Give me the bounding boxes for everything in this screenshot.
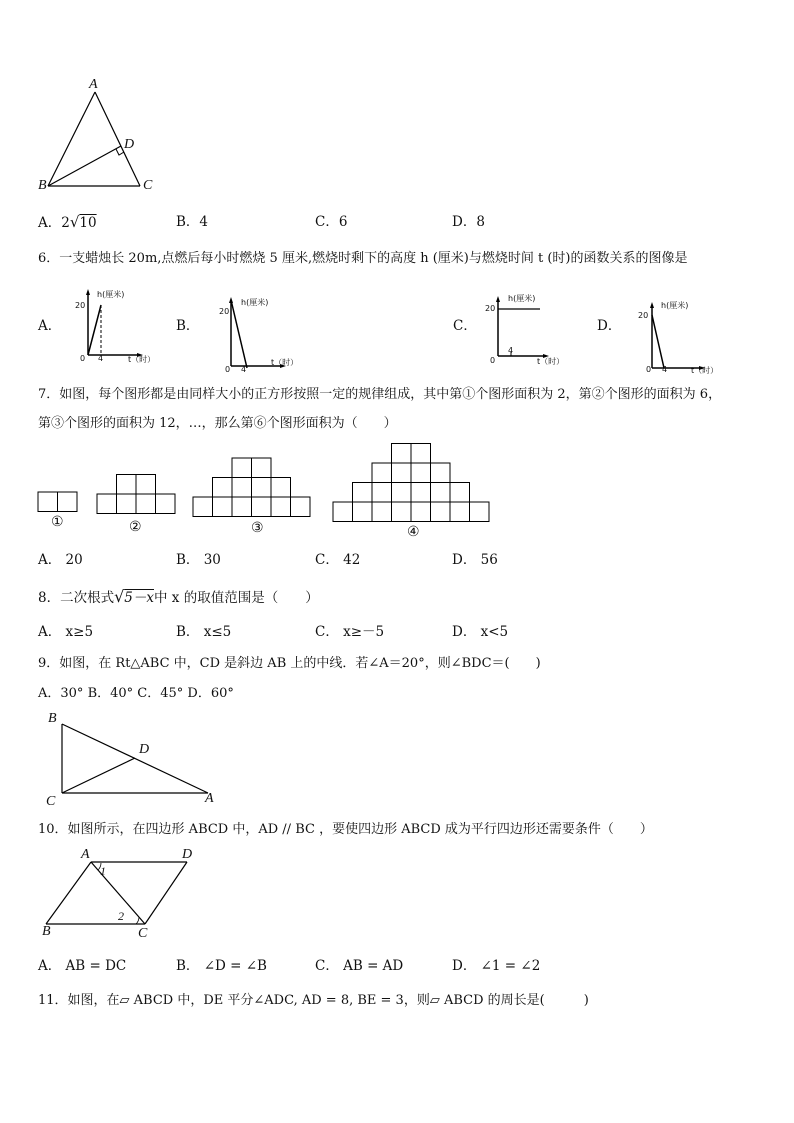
graph-c-y-value: 20 [485, 304, 496, 313]
q8-radicand: 5－x [124, 590, 154, 606]
vertex-b-label: B [48, 711, 57, 726]
q11-stem: 11．如图，在▱ ABCD 中，DE 平分∠ADC, AD = 8, BE = 3，则▱ ABCD 的周长是( ) [38, 993, 589, 1008]
q10-option-a[interactable]: A． AB = DC [38, 958, 127, 974]
graph-a-y-value: 20 [75, 301, 86, 310]
q8-option-b[interactable]: B． x≤5 [176, 624, 232, 640]
graph-b-origin: 0 [225, 365, 231, 374]
q6-option-d-label[interactable]: D． [597, 318, 622, 334]
q6-option-a-label[interactable]: A． [38, 318, 62, 334]
graph-b-y-value: 20 [219, 307, 230, 316]
graph-c-origin: 0 [490, 356, 496, 365]
q9-stem: 9．如图，在 Rt△ABC 中，CD 是斜边 AB 上的中线．若∠A＝20°，则∠BDC＝( ) [38, 656, 541, 671]
q5-option-b[interactable]: B．4 [176, 214, 209, 230]
vertex-d-label: D [139, 742, 150, 757]
pattern-4-caption: ④ [407, 524, 420, 540]
q5-sqrt-arg: 10 [79, 215, 97, 231]
q7-option-b[interactable]: B． 30 [176, 552, 221, 568]
vertex-a-label: A [89, 77, 98, 92]
graph-c-x-label: t（时） [537, 357, 565, 366]
q10-stem: 10．如图所示，在四边形 ABCD 中，AD // BC ，要使四边形 ABCD 成为平行四边形还需要条件（ ） [38, 822, 653, 837]
graph-b-x-label: t（时） [271, 358, 299, 367]
vertex-d-label: D [124, 137, 135, 152]
vertex-c-label: C [143, 178, 153, 193]
vertex-a-label: A [205, 791, 214, 806]
q7-stem-line1: 7．如图，每个图形都是由同样大小的正方形按照一定的规律组成，其中第①个图形面积为 2，第②个图形的面积为 6， [38, 387, 722, 402]
q5-option-a-label: A．2 [38, 215, 70, 231]
graph-a-origin: 0 [80, 354, 86, 363]
q7-option-d[interactable]: D． 56 [452, 552, 498, 568]
graph-c-x-value: 4 [508, 346, 514, 355]
graph-d-y-label: h(厘米) [661, 301, 689, 310]
pattern-2-caption: ② [129, 519, 142, 535]
q8-stem-post: 中 x 的取值范围是（ ） [154, 590, 319, 606]
graph-a-y-label: h(厘米) [97, 290, 125, 299]
q7-option-c[interactable]: C． 42 [315, 552, 361, 568]
sqrt-symbol: √ [114, 587, 125, 606]
q8-option-a[interactable]: A． x≥5 [38, 624, 94, 640]
q6-stem: 6．一支蜡烛长 20m,点燃后每小时燃烧 5 厘米,燃烧时剩下的高度 h (厘米)与燃烧时间 t (时)的函数关系的图像是 [38, 251, 688, 266]
vertex-b-label: B [38, 178, 47, 193]
q5-option-c[interactable]: C．6 [315, 214, 348, 230]
vertex-b-label: B [42, 924, 51, 939]
graph-b-y-label: h(厘米) [241, 298, 269, 307]
q10-option-c[interactable]: C． AB = AD [315, 958, 404, 974]
pattern-3-caption: ③ [251, 520, 264, 536]
vertex-d-label: D [182, 847, 193, 862]
vertex-c-label: C [138, 926, 148, 941]
graph-d-x-label: t（时） [691, 366, 719, 375]
graph-a-x-value: 4 [98, 354, 104, 363]
q5-option-d[interactable]: D．8 [452, 214, 485, 230]
graph-a-x-label: t（时） [128, 355, 156, 364]
pattern-1-caption: ① [51, 514, 64, 530]
q8-stem-pre: 8．二次根式 [38, 590, 115, 606]
q10-option-b[interactable]: B． ∠D = ∠B [176, 958, 267, 974]
q8-option-d[interactable]: D． x<5 [452, 624, 509, 640]
vertex-a-label: A [81, 847, 90, 862]
angle-2-label: 2 [118, 909, 124, 923]
q7-stem-line2: 第③个图形的面积为 12，…，那么第⑥个图形面积为（ ） [38, 416, 397, 431]
graph-c-y-label: h(厘米) [508, 294, 536, 303]
sqrt-symbol: √ [69, 213, 80, 231]
graph-d-x-value: 4 [662, 365, 668, 374]
q6-option-c-label[interactable]: C． [453, 318, 477, 334]
q7-option-a[interactable]: A． 20 [38, 552, 83, 568]
q6-option-b-label[interactable]: B． [176, 318, 200, 334]
graph-b-x-value: 4 [241, 365, 247, 374]
angle-1-label: 1 [100, 864, 106, 878]
q9-options[interactable]: A．30° B．40° C．45° D．60° [38, 686, 234, 701]
vertex-c-label: C [46, 794, 56, 809]
q10-option-d[interactable]: D． ∠1 = ∠2 [452, 958, 541, 974]
graph-d-origin: 0 [646, 365, 652, 374]
graph-d-y-value: 20 [638, 311, 649, 320]
q8-option-c[interactable]: C． x≥－5 [315, 624, 385, 640]
